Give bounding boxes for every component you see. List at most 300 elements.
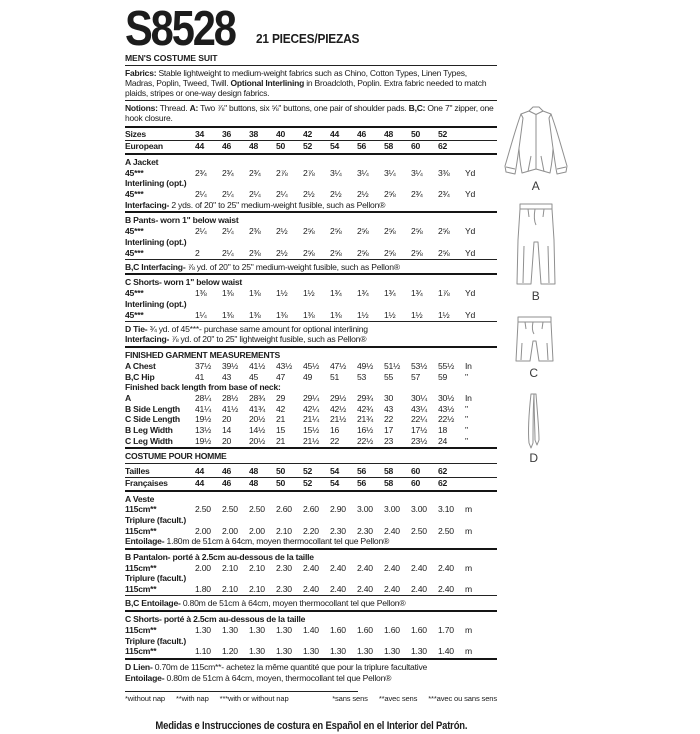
yardage-value: 1.60 — [384, 624, 400, 635]
yardage-value: 1⅜ — [330, 309, 342, 320]
figure-label-b: B — [531, 289, 541, 303]
row-label: 115cm** — [125, 525, 157, 536]
note-lead-label: Interfacing- — [125, 334, 170, 345]
yardage-value: 2.40 — [438, 562, 454, 573]
table-section-label: Interlining (opt.) — [125, 236, 187, 247]
yardage-value: 51 — [330, 371, 340, 382]
row-label: 45*** — [125, 247, 144, 258]
yardage-value: 2⅝ — [411, 226, 423, 237]
fabrics-text: Stable lightweight to medium-weight fabrics such as Chino, Cotton Types, Linen Types, Madras, Poplin, Tweed, Twill. — [125, 67, 467, 88]
yardage-value: 42 — [303, 128, 313, 139]
figure-shorts — [506, 315, 562, 380]
fabrics-paragraph — [125, 66, 497, 102]
yardage-value: 41¼ — [195, 403, 212, 414]
yardage-value: 41½ — [222, 403, 239, 414]
yardage-value: 1.30 — [303, 646, 319, 657]
note-text: 1.80m de 51cm à 64cm, moyen thermocollant tel que Pellon® — [164, 536, 390, 547]
yardage-value: 42 — [276, 403, 286, 414]
yardage-value: 44 — [330, 128, 340, 139]
yardage-value: 2⅝ — [303, 247, 315, 258]
note-lead-label: Entoilage- — [125, 536, 165, 547]
yardage-value: 39½ — [222, 360, 239, 371]
yardage-value: 2.10 — [222, 584, 238, 595]
table-row — [125, 310, 497, 322]
row-label: European — [125, 141, 163, 152]
note-lead-label: D Lien- — [125, 661, 153, 672]
yardage-value: 1¾ — [384, 288, 396, 299]
yardage-value: 1.60 — [411, 624, 427, 635]
yardage-value: 59 — [438, 371, 448, 382]
table-row — [125, 646, 497, 660]
figure-label-d: D — [529, 451, 539, 465]
yardage-value: 28½ — [222, 392, 239, 403]
yardage-value: 30¼ — [411, 392, 428, 403]
table-row — [125, 141, 497, 155]
yardage-value: 17 — [384, 425, 394, 436]
yardage-value: 46 — [222, 141, 232, 152]
yardage-value: 37½ — [195, 360, 212, 371]
yardage-value: 50 — [411, 128, 421, 139]
yardage-value: 2.30 — [357, 525, 373, 536]
yardage-value: 2.60 — [276, 504, 292, 515]
yardage-value: 46 — [222, 465, 232, 476]
yardage-value: 47 — [276, 371, 286, 382]
garment-title: MEN'S COSTUME SUIT — [125, 53, 497, 66]
yardage-value: 23 — [384, 435, 394, 446]
footnote-without-nap: *without nap — [125, 694, 165, 704]
unit-label: Yd — [465, 226, 476, 237]
unit-label: m — [465, 562, 472, 573]
figure-jacket — [498, 106, 574, 193]
yardage-value: 1.30 — [384, 646, 400, 657]
yardage-value: 2.50 — [411, 525, 427, 536]
yardage-value: 56 — [357, 141, 367, 152]
yardage-value: 22½ — [438, 414, 455, 425]
yardage-value: 16½ — [357, 425, 374, 436]
table-section-label: Triplure (facult.) — [125, 635, 186, 646]
table-section-label: Triplure (facult.) — [125, 573, 186, 584]
row-label: 115cm** — [125, 646, 157, 657]
yardage-value: 2.40 — [330, 562, 346, 573]
yardage-value: 20 — [222, 435, 232, 446]
footnote-with-or-without-nap: ***with or without nap — [219, 694, 289, 704]
yardage-value: 2.40 — [357, 584, 373, 595]
yardage-value: 2¼ — [195, 188, 207, 199]
note-text: 2 yds. of 20" to 25" medium-weight fusible, such as Pellon® — [169, 199, 386, 210]
row-label: 45*** — [125, 309, 144, 320]
row-label: 45*** — [125, 188, 144, 199]
yardage-value: 2¾ — [195, 167, 207, 178]
table-row — [125, 492, 497, 505]
yardage-value: 1½ — [303, 288, 315, 299]
yardage-value: 46 — [357, 128, 367, 139]
yardage-value: 22¼ — [411, 414, 428, 425]
yardage-value: 19½ — [195, 414, 212, 425]
row-label: B Side Length — [125, 403, 180, 414]
unit-label: Yd — [465, 288, 476, 299]
row-label: Sizes — [125, 128, 146, 139]
notions-paragraph — [125, 101, 497, 128]
unit-label: m — [465, 646, 472, 657]
yardage-value: 1½ — [276, 288, 288, 299]
footnotes-row — [125, 694, 497, 703]
row-label: 115cm** — [125, 562, 157, 573]
table-section-label: A Veste — [125, 493, 155, 504]
yardage-value: 21 — [276, 435, 286, 446]
table-row — [125, 449, 497, 463]
yardage-value: 2¼ — [222, 247, 234, 258]
table-section-label: Interlining (opt.) — [125, 178, 187, 189]
shorts-illustration — [508, 315, 560, 365]
yardage-value: 2½ — [303, 188, 315, 199]
table-row — [125, 414, 497, 425]
table-row — [125, 436, 497, 450]
yardage-value: 28¼ — [195, 392, 212, 403]
note-text: ⅞ yd. of 20" to 25" medium-weight fusible, such as Pellon® — [185, 261, 400, 272]
yardage-value: 42½ — [330, 403, 347, 414]
yardage-value: 48 — [384, 128, 394, 139]
yardage-value: 2.00 — [195, 525, 211, 536]
table-row — [125, 129, 497, 141]
note-lead-label: Interfacing- — [125, 199, 170, 210]
content-column — [125, 1, 497, 734]
yardage-value: 16 — [330, 425, 340, 436]
table-section-label: A Jacket — [125, 156, 159, 167]
yardage-value: 2.40 — [303, 584, 319, 595]
table-section-label: C Shorts- worn 1" below waist — [125, 277, 243, 288]
yardage-value: 1.30 — [330, 646, 346, 657]
yardage-value: 52 — [303, 465, 313, 476]
yardage-value: 1½ — [357, 309, 369, 320]
yardage-value: 21 — [276, 414, 286, 425]
yardage-value: 2⅝ — [384, 247, 396, 258]
table-row — [125, 275, 497, 288]
yardage-value: 20 — [222, 414, 232, 425]
notions-text-2: Two ⅞" buttons, six ⅝" buttons, one pair of shoulder pads. — [198, 103, 409, 114]
row-label: A — [125, 392, 131, 403]
unit-label: " — [465, 403, 468, 414]
table-row — [125, 200, 497, 214]
yardage-value: 1⅜ — [303, 309, 315, 320]
yardage-value: 2⅝ — [357, 226, 369, 237]
yardage-value: 2.40 — [411, 584, 427, 595]
yardage-value: 22 — [384, 414, 394, 425]
yardage-value: 2.00 — [249, 525, 265, 536]
table-row — [125, 464, 497, 478]
yardage-value: 42¼ — [303, 403, 320, 414]
yardage-value: 2.00 — [195, 562, 211, 573]
table-note — [125, 536, 493, 547]
yardage-value: 1½ — [411, 309, 423, 320]
optional-interlining-label: Optional Interlining — [230, 77, 305, 88]
table-row — [125, 404, 497, 415]
yardage-value: 1⅜ — [249, 288, 261, 299]
pattern-number: S8528 — [125, 1, 235, 56]
unit-label: " — [465, 414, 468, 425]
yardage-value: 2.00 — [222, 525, 238, 536]
yardage-value: 41 — [195, 371, 205, 382]
yardage-value: 50 — [276, 465, 286, 476]
yardage-value: 58 — [384, 141, 394, 152]
yardage-value: 53 — [357, 371, 367, 382]
yardage-value: 58 — [384, 477, 394, 488]
yardage-value: 1.30 — [249, 646, 265, 657]
unit-label: " — [465, 425, 468, 436]
yardage-value: 1.30 — [249, 624, 265, 635]
unit-label: m — [465, 504, 472, 515]
table-row — [125, 334, 497, 348]
table-row — [125, 155, 497, 168]
table-row — [125, 504, 497, 515]
yardage-value: 51½ — [384, 360, 401, 371]
table-row — [125, 596, 497, 612]
footer-note — [125, 716, 497, 734]
table-row — [125, 425, 497, 436]
yardage-value: 52 — [438, 128, 448, 139]
yardage-value: 2¾ — [411, 188, 423, 199]
yardage-value: 62 — [438, 477, 448, 488]
yardage-value: 1¾ — [411, 288, 423, 299]
yardage-value: 43½ — [438, 403, 455, 414]
note-lead-label: B,C Entoilage- — [125, 598, 181, 609]
pants-illustration — [508, 202, 564, 288]
yardage-value: 22 — [330, 435, 340, 446]
yardage-value: 2.40 — [357, 562, 373, 573]
yardage-value: 13½ — [195, 425, 212, 436]
table-row — [125, 584, 497, 596]
yardage-value: 54 — [330, 465, 340, 476]
footnotes-french — [332, 694, 497, 703]
yardage-value: 44 — [195, 465, 205, 476]
table-row — [125, 526, 497, 537]
table-row — [125, 248, 497, 260]
yardage-value: 29¾ — [357, 392, 374, 403]
yardage-value: 1⅜ — [249, 309, 261, 320]
yardage-value: 1⅜ — [276, 309, 288, 320]
footnote-avec-ou-sans-sens: ***avec ou sans sens — [428, 694, 497, 704]
yardage-value: 2⅝ — [384, 226, 396, 237]
table-row — [125, 361, 497, 372]
yardage-value: 48 — [249, 477, 259, 488]
table-row — [125, 660, 497, 673]
yardage-value: 45½ — [303, 360, 320, 371]
yardage-value: 2 — [195, 247, 200, 258]
yardage-value: 2.50 — [438, 525, 454, 536]
yardage-value: 1.30 — [357, 646, 373, 657]
row-label: 45*** — [125, 167, 144, 178]
yardage-value: 21¾ — [357, 414, 374, 425]
figure-pants — [506, 202, 566, 303]
yardage-value: 21½ — [303, 435, 320, 446]
table-row — [125, 478, 497, 492]
yardage-value: 60 — [411, 465, 421, 476]
yardage-value: 42¾ — [357, 403, 374, 414]
yardage-value: 2.40 — [438, 584, 454, 595]
row-label: Tailles — [125, 465, 150, 476]
yardage-value: 3¼ — [330, 167, 342, 178]
yardage-value: 44 — [195, 141, 205, 152]
yardage-value: 2.30 — [330, 525, 346, 536]
yardage-value: 2.30 — [276, 562, 292, 573]
yardage-value: 48 — [249, 465, 259, 476]
yardage-value: 3.00 — [357, 504, 373, 515]
yardage-value: 2½ — [330, 188, 342, 199]
table-section-label: B Pants- worn 1" below waist — [125, 215, 239, 226]
yardage-value: 38 — [249, 128, 259, 139]
note-text: ⅞ yd. of 20" to 25" lightweight fusible, such as Pellon® — [169, 334, 367, 345]
table-section-label: Finished back length from base of neck: — [125, 382, 281, 393]
yardage-value: 58 — [384, 465, 394, 476]
yardage-value: 18 — [438, 425, 448, 436]
row-label: 115cm** — [125, 504, 157, 515]
yardage-value: 2⅝ — [438, 226, 450, 237]
table-section-heading: FINISHED GARMENT MEASUREMENTS — [125, 350, 280, 361]
yardage-value: 1½ — [384, 309, 396, 320]
fabrics-text-2: in Broadcloth, Poplin. Extra fabric needed to match plaids, stripes or one-way design fabrics. — [125, 77, 487, 98]
yardage-value: 2.10 — [249, 584, 265, 595]
table-row — [125, 213, 497, 226]
yardage-value: 1.30 — [411, 646, 427, 657]
yardage-value: 15½ — [303, 425, 320, 436]
yardage-value: 40 — [276, 128, 286, 139]
footnote-with-nap: **with nap — [175, 694, 209, 704]
yardage-value: 30½ — [438, 392, 455, 403]
yardage-value: 50 — [276, 141, 286, 152]
yardage-value: 1.60 — [330, 624, 346, 635]
row-label: B Leg Width — [125, 425, 173, 436]
yardage-value: 41½ — [249, 360, 266, 371]
yardage-value: 20½ — [249, 414, 266, 425]
table-row — [125, 322, 497, 335]
yardage-value: 1.60 — [357, 624, 373, 635]
yardage-value: 2.20 — [303, 525, 319, 536]
yardage-value: 2.50 — [249, 504, 265, 515]
yardage-value: 1⅜ — [222, 288, 234, 299]
yardage-value: 2.90 — [330, 504, 346, 515]
yardage-value: 49½ — [357, 360, 374, 371]
yardage-value: 3¼ — [357, 167, 369, 178]
yardage-value: 30 — [384, 392, 394, 403]
yardage-value: 29¼ — [303, 392, 320, 403]
yardage-table — [125, 129, 497, 683]
table-row — [125, 636, 497, 647]
yardage-value: 2⅝ — [357, 247, 369, 258]
table-row — [125, 260, 497, 276]
row-label: 115cm** — [125, 584, 157, 595]
row-label: A Chest — [125, 360, 156, 371]
yardage-value: 2⅜ — [249, 247, 261, 258]
yardage-value: 1¾ — [357, 288, 369, 299]
yardage-value: 3.00 — [384, 504, 400, 515]
yardage-value: 2¼ — [276, 188, 288, 199]
yardage-value: 60 — [411, 141, 421, 152]
yardage-value: 2⅞ — [276, 167, 288, 178]
yardage-value: 3¼ — [411, 167, 423, 178]
yardage-value: 2.50 — [222, 504, 238, 515]
table-row — [125, 515, 497, 526]
table-row — [125, 299, 497, 310]
table-row — [125, 348, 497, 361]
table-row — [125, 226, 497, 237]
yardage-value: 2¼ — [222, 188, 234, 199]
yardage-value: 55 — [384, 371, 394, 382]
view-a-label: A: — [189, 103, 199, 114]
yardage-value: 1.30 — [222, 624, 238, 635]
notions-text-3: One 7" zipper, one hook closure. — [125, 103, 494, 124]
yardage-value: 1.30 — [276, 624, 292, 635]
unit-label: m — [465, 525, 472, 536]
yardage-value: 1⅞ — [438, 288, 450, 299]
yardage-value: 2¾ — [438, 188, 450, 199]
yardage-value: 2.10 — [249, 562, 265, 573]
yardage-value: 36 — [222, 128, 232, 139]
figure-label-a: A — [531, 179, 541, 193]
table-note — [125, 673, 493, 684]
row-label: B,C Hip — [125, 371, 155, 382]
yardage-value: 2.30 — [276, 584, 292, 595]
table-row — [125, 612, 497, 625]
yardage-value: 2¼ — [222, 226, 234, 237]
yardage-value: 2.50 — [195, 504, 211, 515]
row-label: C Leg Width — [125, 435, 173, 446]
yardage-value: 49 — [303, 371, 313, 382]
yardage-value: 52 — [303, 477, 313, 488]
unit-label: Yd — [465, 309, 476, 320]
row-label: 45*** — [125, 226, 144, 237]
yardage-value: 1.10 — [195, 646, 211, 657]
yardage-value: 2.60 — [303, 504, 319, 515]
brand-block — [125, 1, 497, 56]
footnote-sans-sens: *sans sens — [332, 694, 368, 704]
yardage-value: 15 — [276, 425, 286, 436]
yardage-value: 56 — [357, 477, 367, 488]
table-note — [125, 662, 493, 673]
table-section-label: C Shorts- porté à 2.5cm au-dessous de la taille — [125, 614, 306, 625]
yardage-value: 48 — [249, 141, 259, 152]
yardage-value: 56 — [357, 465, 367, 476]
tie-illustration — [523, 392, 545, 450]
yardage-value: 2⅝ — [330, 226, 342, 237]
unit-label: m — [465, 624, 472, 635]
yardage-value: 22½ — [357, 435, 374, 446]
yardage-value: 52 — [303, 141, 313, 152]
pieces-count: 21 PIECES/PIEZAS — [256, 32, 360, 46]
yardage-value: 2.10 — [222, 562, 238, 573]
fabrics-label: Fabrics: — [125, 67, 157, 78]
yardage-value: 53½ — [411, 360, 428, 371]
yardage-value: 1.80 — [195, 584, 211, 595]
note-lead-label: D Tie- — [125, 323, 148, 334]
notions-label: Notions: — [125, 103, 158, 114]
yardage-value: 21¼ — [303, 414, 320, 425]
table-row — [125, 625, 497, 636]
yardage-value: 29 — [276, 392, 286, 403]
note-text: 0.80m de 51cm à 64cm, moyen, thermocollant tel que Pellon® — [164, 672, 392, 683]
yardage-value: 1.70 — [438, 624, 454, 635]
table-row — [125, 563, 497, 574]
unit-label: In — [465, 392, 472, 403]
yardage-value: 43 — [384, 403, 394, 414]
yardage-value: 1½ — [438, 309, 450, 320]
yardage-value: 3.10 — [438, 504, 454, 515]
yardage-value: 2⅝ — [384, 188, 396, 199]
table-note — [125, 324, 493, 335]
table-row — [125, 372, 497, 383]
yardage-value: 2.40 — [384, 562, 400, 573]
yardage-value: 1.40 — [438, 646, 454, 657]
yardage-value: 2½ — [276, 247, 288, 258]
yardage-value: 2¾ — [249, 167, 261, 178]
